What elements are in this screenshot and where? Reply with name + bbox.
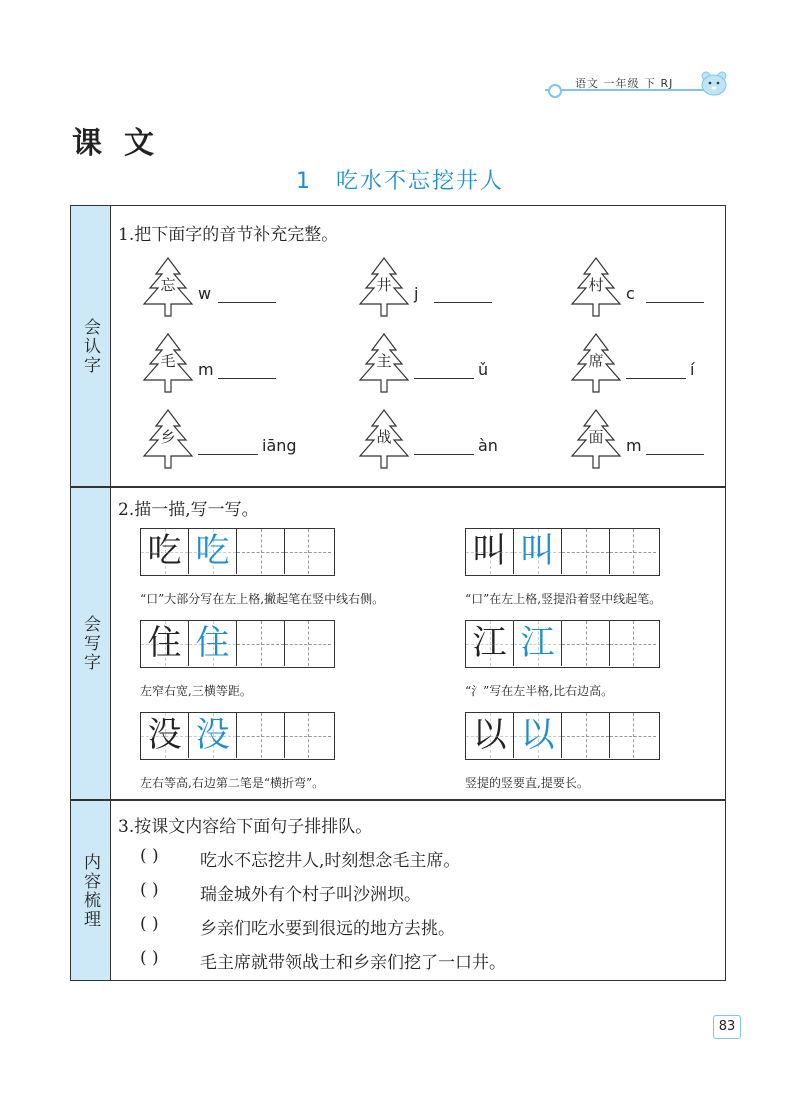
bear-mascot-icon [700, 70, 728, 96]
model-character: 吃 [147, 531, 182, 571]
model-character: 以 [472, 715, 507, 755]
tree-character: 井 [376, 276, 392, 294]
order-blank[interactable]: ( ) [140, 846, 159, 866]
tree-character: 乡 [160, 428, 176, 446]
model-character: 江 [472, 623, 507, 663]
grid-cell-blank[interactable] [237, 529, 285, 574]
tree-character: 忘 [160, 276, 176, 294]
section-title: 课文 [72, 126, 176, 161]
grid-cell-blank[interactable] [562, 529, 610, 574]
order-sentence: 吃水不忘挖井人,时刻想念毛主席。 [200, 851, 461, 871]
tree-character: 席 [588, 352, 604, 370]
writing-grid [465, 620, 660, 668]
trace-character: 吃 [195, 531, 230, 571]
tree-character: 主 [376, 352, 392, 370]
section-divider [71, 799, 725, 801]
grid-cell-sample [466, 621, 514, 666]
writing-grid [140, 620, 335, 668]
model-character: 叫 [472, 531, 507, 571]
order-sentence: 毛主席就带领战士和乡亲们挖了一口井。 [200, 953, 506, 973]
order-sentence: 瑞金城外有个村子叫沙洲坝。 [200, 885, 421, 905]
lesson-title [0, 164, 800, 195]
grid-cell-sample [141, 621, 189, 666]
pinyin-hint: m [626, 436, 642, 455]
grid-cell-sample [466, 529, 514, 574]
tree-icon [140, 408, 196, 472]
grid-cell-blank[interactable] [610, 713, 656, 758]
model-character: 住 [147, 623, 182, 663]
grid-cell-sample [189, 529, 237, 574]
grid-cell-sample [189, 621, 237, 666]
pinyin-blank[interactable] [198, 454, 258, 455]
side-label-recognize: 会认字 [71, 206, 111, 486]
writing-tip: 左窄右宽,三横等距。 [140, 684, 252, 698]
writing-tip: 竖提的竖要直,提要长。 [465, 776, 589, 790]
pinyin-hint: àn [478, 436, 498, 455]
page-number: 83 [713, 1015, 741, 1039]
pinyin-hint: w [198, 284, 212, 303]
q3-prompt: 3.按课文内容给下面句子排排队。 [118, 817, 373, 837]
tree-character: 毛 [160, 352, 176, 370]
header-decor-dot [548, 84, 562, 98]
writing-tip: 左右等高,右边第二笔是“横折弯”。 [140, 776, 325, 790]
grid-cell-blank[interactable] [562, 713, 610, 758]
grid-cell-blank[interactable] [237, 621, 285, 666]
lesson-number: 1 [295, 169, 312, 194]
grid-cell-sample [141, 713, 189, 758]
pinyin-hint: j [414, 284, 419, 303]
tree-icon [568, 408, 624, 472]
grid-cell-blank[interactable] [562, 621, 610, 666]
pinyin-hint: ǔ [478, 360, 489, 379]
lesson-name: 吃水不忘挖井人 [335, 169, 504, 194]
pinyin-hint: c [626, 284, 635, 303]
tree-icon [356, 256, 412, 320]
grid-cell-blank[interactable] [237, 713, 285, 758]
tree-icon [568, 256, 624, 320]
q1-prompt: 1.把下面字的音节补充完整。 [118, 225, 339, 245]
writing-tip: “口”大部分写在左上格,撇起笔在竖中线右侧。 [140, 592, 385, 606]
grid-cell-sample [466, 713, 514, 758]
tree-character: 村 [588, 276, 604, 294]
tree-icon [568, 332, 624, 396]
tree-character: 战 [376, 428, 392, 446]
grid-cell-blank[interactable] [610, 529, 656, 574]
pinyin-hint: iāng [262, 436, 297, 455]
grid-cell-sample [514, 713, 562, 758]
writing-grid [465, 528, 660, 576]
writing-tip: “氵”写在左半格,比右边高。 [465, 684, 614, 698]
grid-cell-sample [514, 621, 562, 666]
pinyin-blank[interactable] [646, 454, 704, 455]
grid-cell-sample [514, 529, 562, 574]
side-label-content: 内容梳理 [71, 801, 111, 980]
tree-icon [356, 408, 412, 472]
pinyin-hint: m [198, 360, 214, 379]
writing-grid [140, 528, 335, 576]
writing-grid [465, 712, 660, 760]
q2-prompt: 2.描一描,写一写。 [118, 500, 259, 520]
grid-cell-blank[interactable] [285, 621, 331, 666]
pinyin-blank[interactable] [434, 302, 492, 303]
side-label-write: 会写字 [71, 488, 111, 799]
pinyin-blank[interactable] [414, 454, 474, 455]
grid-cell-blank[interactable] [285, 713, 331, 758]
pinyin-blank[interactable] [218, 378, 276, 379]
tree-character: 面 [588, 428, 604, 446]
trace-character: 江 [520, 623, 555, 663]
trace-character: 住 [195, 623, 230, 663]
writing-tip: “口”在左上格,竖提沿着竖中线起笔。 [465, 592, 662, 606]
model-character: 没 [147, 715, 182, 755]
trace-character: 叫 [520, 531, 555, 571]
writing-grid [140, 712, 335, 760]
book-label: 语文 一年级 下 RJ [575, 77, 674, 90]
tree-icon [140, 256, 196, 320]
grid-cell-sample [189, 713, 237, 758]
tree-icon [140, 332, 196, 396]
trace-character: 以 [520, 715, 555, 755]
grid-cell-blank[interactable] [610, 621, 656, 666]
tree-icon [356, 332, 412, 396]
order-blank[interactable]: ( ) [140, 948, 159, 968]
order-sentence: 乡亲们吃水要到很远的地方去挑。 [200, 919, 455, 939]
trace-character: 没 [195, 715, 230, 755]
pinyin-blank[interactable] [218, 302, 276, 303]
grid-cell-sample [141, 529, 189, 574]
pinyin-hint: í [690, 360, 695, 379]
order-blank[interactable]: ( ) [140, 914, 159, 934]
pinyin-blank[interactable] [646, 302, 704, 303]
order-blank[interactable]: ( ) [140, 880, 159, 900]
section-divider [71, 486, 725, 488]
pinyin-blank[interactable] [626, 378, 686, 379]
pinyin-blank[interactable] [414, 378, 474, 379]
grid-cell-blank[interactable] [285, 529, 331, 574]
